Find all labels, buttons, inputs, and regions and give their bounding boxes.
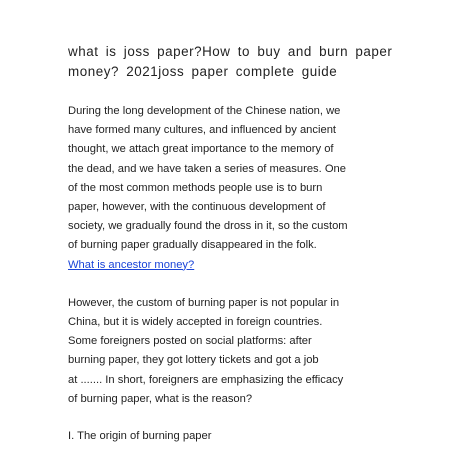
foreign-paragraph-line: China, but it is widely accepted in foreign countries. <box>68 316 323 329</box>
intro-paragraph-line: paper, however, with the continuous development of <box>68 201 326 214</box>
article-title <box>68 42 398 82</box>
document-page <box>68 42 398 446</box>
intro-paragraph-line: of the most common methods people use is to burn <box>68 181 323 194</box>
foreign-paragraph-line: at ....... In short, foreigners are emphasizing the efficacy <box>68 373 344 386</box>
foreign-paragraph-line: Some foreigners posted on social platforms: after <box>68 335 312 348</box>
foreign-paragraph-line: However, the custom of burning paper is not popular in <box>68 296 340 309</box>
intro-paragraph-line: of burning paper gradually disappeared in the folk. <box>68 239 317 252</box>
foreign-paragraph-line: burning paper, they got lottery tickets and got a job <box>68 354 319 367</box>
intro-paragraph <box>68 102 398 256</box>
intro-paragraph-line: thought, we attach great importance to the memory of <box>68 143 334 156</box>
intro-paragraph-line: society, we gradually found the dross in it, so the custom <box>68 220 348 233</box>
intro-paragraph-line: have formed many cultures, and influenced by ancient <box>68 124 337 137</box>
section-heading: I. The origin of burning paper <box>68 430 212 443</box>
ancestor-money-link[interactable]: What is ancestor money? <box>68 258 195 271</box>
intro-paragraph-line: During the long development of the Chinese nation, we <box>68 105 341 117</box>
foreign-custom-paragraph <box>68 294 398 409</box>
article-title-line-1: what is joss paper?How to buy and burn paper <box>68 44 393 59</box>
intro-paragraph-line: the dead, and we have taken a series of measures. One <box>68 162 346 175</box>
article-title-line-2: money? 2021joss paper complete guide <box>68 64 338 79</box>
foreign-paragraph-line: of burning paper, what is the reason? <box>68 392 253 405</box>
